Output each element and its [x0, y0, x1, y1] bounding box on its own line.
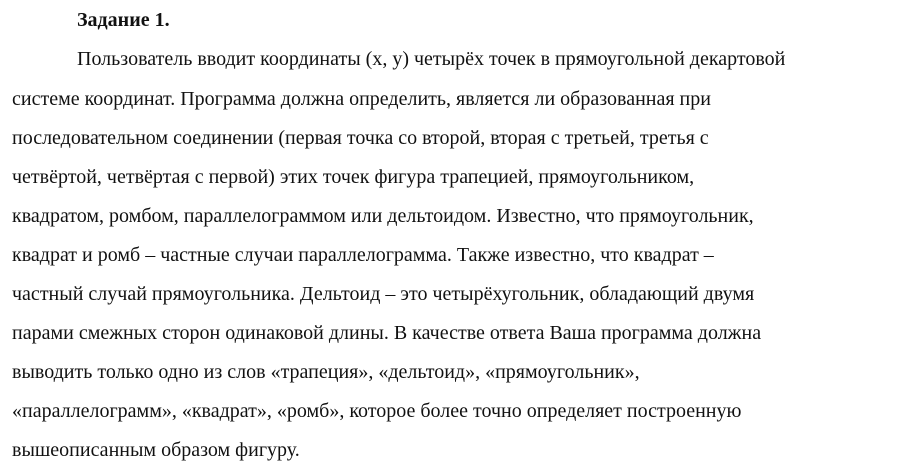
paragraph-line-7: частный случай прямоугольника. Дельтоид – это четырёхугольник, обладающий двумя: [12, 283, 755, 305]
paragraph-line-5: квадратом, ромбом, параллелограммом или дельтоидом. Известно, что прямоугольник,: [12, 205, 754, 227]
paragraph-line-11: вышеописанным образом фигуру.: [12, 439, 300, 461]
paragraph-line-1: Пользователь вводит координаты (x, y) четырёх точек в прямоугольной декартовой: [77, 48, 786, 70]
paragraph-line-2: системе координат. Программа должна определить, является ли образованная при: [12, 88, 711, 110]
paragraph-line-10: «параллелограмм», «квадрат», «ромб», которое более точно определяет построенную: [12, 400, 742, 422]
paragraph-line-3: последовательном соединении (первая точка со второй, вторая с третьей, третья с: [12, 127, 709, 149]
paragraph-line-4: четвёртой, четвёртая с первой) этих точек фигура трапецией, прямоугольником,: [12, 166, 695, 188]
paragraph-line-6: квадрат и ромб – частные случаи параллелограмма. Также известно, что квадрат –: [12, 244, 714, 266]
paragraph-line-9: выводить только одно из слов «трапеция», «дельтоид», «прямоугольник»,: [12, 361, 640, 383]
paragraph-line-8: парами смежных сторон одинаковой длины. В качестве ответа Ваша программа должна: [12, 322, 762, 344]
task-heading: Задание 1.: [77, 9, 170, 31]
